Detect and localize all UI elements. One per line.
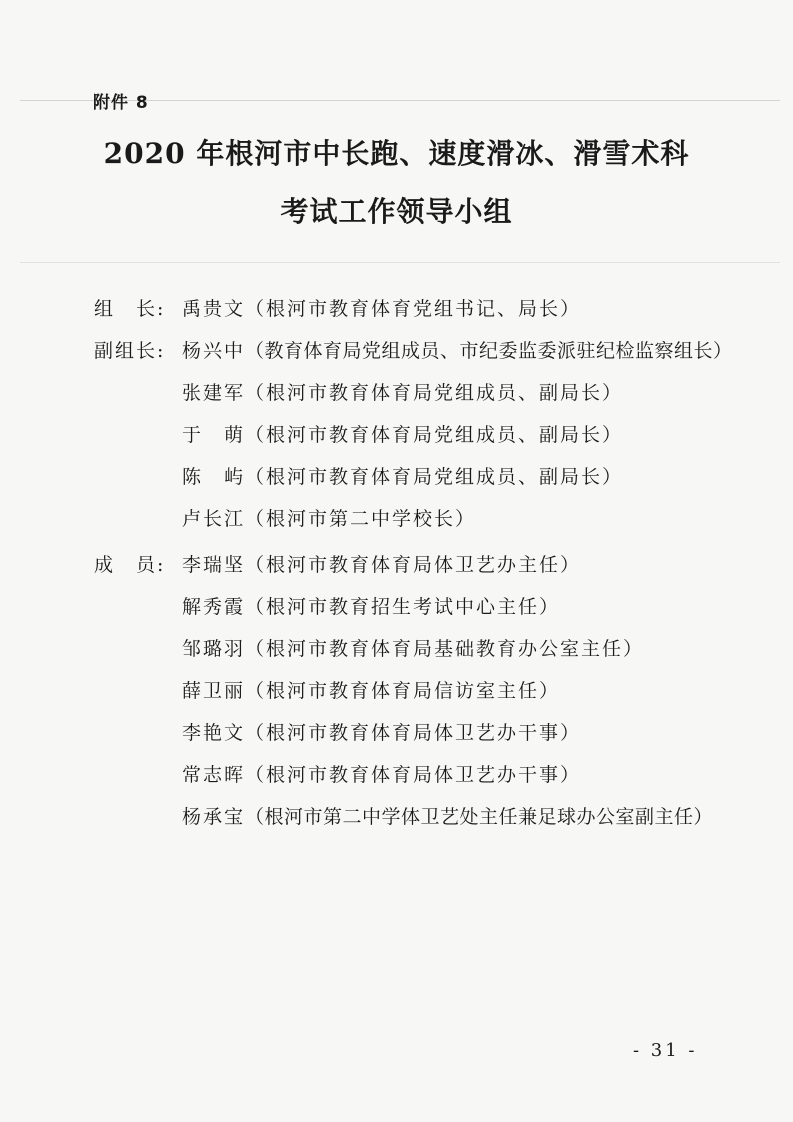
person-name: 薛卫丽 <box>182 680 246 702</box>
person-entry <box>182 330 733 372</box>
roster-row-deputy <box>94 330 734 372</box>
person-position: （教育体育局党组成员、市纪委监委派驻纪检监察组长） <box>245 340 733 362</box>
person-position: （根河市第二中学校长） <box>245 508 477 530</box>
person-entry <box>182 456 623 498</box>
person-entry <box>182 544 581 586</box>
person-position: （根河市教育体育局党组成员、副局长） <box>245 382 624 404</box>
person-position: （根河市教育体育局体卫艺办干事） <box>245 764 582 786</box>
roster-row-leader <box>94 288 734 330</box>
role-label-deputy: 副组长: <box>94 340 166 362</box>
person-entry <box>182 414 623 456</box>
person-name: 解秀霞 <box>182 596 246 618</box>
person-position: （根河市教育招生考试中心主任） <box>245 596 561 618</box>
person-position: （根河市教育体育局党组成员、副局长） <box>245 466 624 488</box>
document-title-line1: 2020 年根河市中长跑、速度滑冰、滑雪术科 <box>103 137 690 170</box>
attachment-label: 附件 8 <box>93 93 149 113</box>
person-position: （根河市教育体育局体卫艺办干事） <box>245 722 582 744</box>
person-name: 张建军 <box>182 382 246 404</box>
scan-artifact-line <box>20 262 780 263</box>
person-name: 杨兴中 <box>182 340 246 362</box>
person-name: 陈 屿 <box>182 466 246 488</box>
person-name: 卢长江 <box>182 508 246 530</box>
person-entry <box>182 712 581 754</box>
roster-row-deputy <box>94 456 734 498</box>
leadership-roster <box>94 288 734 838</box>
person-position: （根河市教育体育局基础教育办公室主任） <box>245 638 645 660</box>
person-entry <box>182 670 560 712</box>
person-entry <box>182 498 476 540</box>
person-name: 李艳文 <box>182 722 246 744</box>
person-name: 于 萌 <box>182 424 246 446</box>
roster-row-member <box>94 670 734 712</box>
roster-row-member <box>94 628 734 670</box>
person-name: 李瑞坚 <box>182 554 246 576</box>
person-position: （根河市第二中学体卫艺处主任兼足球办公室副主任） <box>245 806 714 828</box>
page-number: - 31 - <box>633 1040 698 1061</box>
person-name: 禹贵文 <box>182 298 246 320</box>
role-label-member: 成 员: <box>94 554 166 576</box>
roster-row-member <box>94 754 734 796</box>
document-title-line2: 考试工作领导小组 <box>280 195 513 228</box>
roster-row-member <box>94 586 734 628</box>
roster-row-deputy <box>94 414 734 456</box>
person-position: （根河市教育体育局党组成员、副局长） <box>245 424 624 446</box>
roster-row-deputy <box>94 498 734 540</box>
person-name: 杨承宝 <box>182 806 246 828</box>
role-label-leader: 组 长: <box>94 298 166 320</box>
person-entry <box>182 288 581 330</box>
person-position: （根河市教育体育局信访室主任） <box>245 680 561 702</box>
person-entry <box>182 628 644 670</box>
person-entry <box>182 796 713 838</box>
roster-row-member <box>94 796 734 838</box>
person-name: 邹璐羽 <box>182 638 246 660</box>
person-name: 常志晖 <box>182 764 246 786</box>
roster-row-deputy <box>94 372 734 414</box>
person-position: （根河市教育体育局体卫艺办主任） <box>245 554 582 576</box>
person-entry <box>182 372 623 414</box>
person-entry <box>182 586 560 628</box>
person-entry <box>182 754 581 796</box>
person-position: （根河市教育体育党组书记、局长） <box>245 298 582 320</box>
roster-row-member <box>94 712 734 754</box>
roster-row-member <box>94 544 734 586</box>
